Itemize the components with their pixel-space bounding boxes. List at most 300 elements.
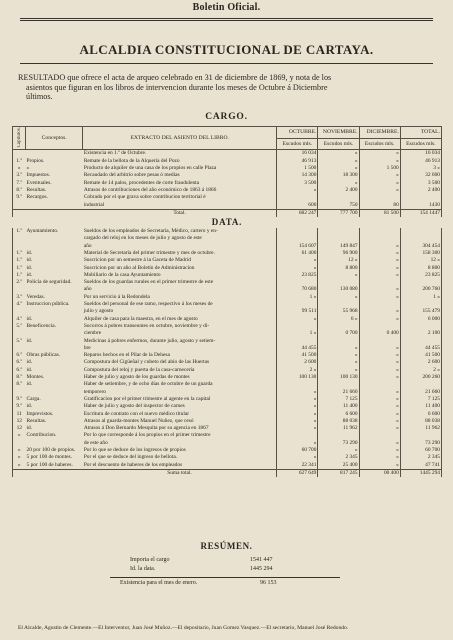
table-row bbox=[13, 243, 442, 250]
cell-capitulo: 5.º bbox=[13, 323, 26, 330]
cell-concepto: id. bbox=[26, 337, 33, 344]
cell-concepto: 5 por 100 de haberes. bbox=[26, 461, 73, 468]
cell-dic: » bbox=[359, 359, 400, 366]
data-title-row bbox=[13, 217, 442, 228]
table-row bbox=[13, 228, 442, 235]
cell-oct: 2 600 bbox=[277, 359, 318, 366]
cell-concepto: id. bbox=[26, 366, 33, 373]
table-row bbox=[13, 250, 442, 257]
cell-concepto: id. bbox=[26, 257, 33, 264]
cell-nov: 130 080 bbox=[318, 286, 359, 293]
cell-dic: » bbox=[359, 308, 400, 315]
cell-concepto: Imprevistos. bbox=[26, 410, 54, 417]
cell-concepto: id. bbox=[26, 425, 33, 432]
cell-oct: » bbox=[277, 440, 318, 447]
cell-oct: » bbox=[277, 403, 318, 410]
cell-nov: 96 900 bbox=[318, 250, 359, 257]
cell-concepto: Carga. bbox=[26, 395, 41, 402]
cell-dic: » bbox=[359, 411, 400, 418]
table-row bbox=[13, 403, 442, 410]
cell-extracto: cargado del reloj en los meses de julio y agosto de este bbox=[83, 235, 277, 242]
table-row bbox=[13, 265, 442, 272]
cell-dic: » bbox=[359, 454, 400, 461]
cell-nov: 18 300 bbox=[318, 172, 359, 179]
cell-extracto: año bbox=[83, 286, 277, 293]
data-total-total: 1445 294 bbox=[400, 469, 441, 477]
cell-dic bbox=[359, 338, 400, 345]
cell-extracto: Mobiliario de la casa Ayuntamiento bbox=[83, 272, 277, 279]
cell-dic: 0 400 bbox=[359, 330, 400, 337]
header-rule-bottom bbox=[20, 20, 433, 21]
cell-nov bbox=[318, 301, 359, 308]
cell-oct: 600 bbox=[277, 202, 318, 210]
table-row bbox=[13, 323, 442, 330]
cell-total: 304 454 bbox=[400, 243, 441, 250]
cell-nov bbox=[318, 323, 359, 330]
cell-total bbox=[400, 301, 441, 308]
cell-concepto: Contribucion. bbox=[26, 432, 57, 439]
header-rule-top bbox=[20, 18, 433, 19]
cell-dic: » bbox=[359, 187, 400, 194]
cell-nov: » bbox=[318, 352, 359, 359]
table-row bbox=[13, 440, 442, 447]
cargo-total-total: 154 1447 bbox=[400, 209, 441, 217]
data-total-dic: 00 400 bbox=[359, 469, 400, 477]
cell-oct: 44 455 bbox=[277, 345, 318, 352]
cell-dic: » bbox=[359, 374, 400, 381]
cell-extracto: Compostura del reloj y puerta de la casa-carnecería bbox=[83, 367, 277, 374]
table-row bbox=[13, 180, 442, 187]
cell-nov: » bbox=[318, 165, 359, 172]
table-row bbox=[13, 279, 442, 286]
cell-capitulo: 4.º bbox=[13, 301, 26, 308]
cell-nov: » bbox=[318, 180, 359, 187]
resumen-data-label: Id. la data. bbox=[130, 566, 156, 572]
table-row bbox=[13, 359, 442, 366]
cell-extracto: Alquiler de casa para la maestra, en el mes de agosto bbox=[83, 316, 277, 323]
cell-extracto: Socorros á pobres transeuntes en octubre, noviembre y di- bbox=[83, 323, 277, 330]
cell-oct: » bbox=[277, 257, 318, 264]
cell-dic: » bbox=[359, 425, 400, 432]
cell-dic: » bbox=[359, 286, 400, 293]
cell-oct: 100 130 bbox=[277, 374, 318, 381]
cell-capitulo: 7.º bbox=[13, 180, 26, 187]
cell-capitulo: 2.º bbox=[13, 279, 26, 286]
cell-oct: » bbox=[277, 265, 318, 272]
cell-dic bbox=[359, 301, 400, 308]
cell-extracto: Por el que se deduce del ingreso de bellota. bbox=[83, 454, 277, 461]
cell-dic: 80 bbox=[359, 202, 400, 210]
table-row bbox=[13, 158, 442, 165]
cell-total bbox=[400, 323, 441, 330]
cell-capitulo: 8.º bbox=[13, 381, 26, 388]
cell-oct: 41 500 bbox=[277, 352, 318, 359]
cell-oct bbox=[277, 235, 318, 242]
intro-line-2: asientos que figuran en los libros de intervencion durante los meses de Octubre á Diciembre bbox=[26, 82, 328, 92]
cell-concepto: Obras públicas. bbox=[26, 352, 61, 359]
cell-concepto bbox=[26, 308, 83, 315]
data-body bbox=[13, 228, 442, 469]
title-rule bbox=[20, 63, 433, 64]
cell-dic: » bbox=[359, 462, 400, 470]
table-row bbox=[13, 381, 442, 388]
cell-nov bbox=[318, 228, 359, 235]
cell-nov bbox=[318, 279, 359, 286]
cell-concepto: id. bbox=[26, 403, 33, 410]
cell-nov: 100 130 bbox=[318, 374, 359, 381]
cell-extracto: Por un servicio á la Redondela bbox=[83, 294, 277, 301]
cell-oct: 22 341 bbox=[277, 462, 318, 470]
cell-oct bbox=[277, 323, 318, 330]
cell-concepto bbox=[26, 202, 83, 210]
cell-extracto: temporero bbox=[83, 389, 277, 396]
cell-oct: » bbox=[277, 418, 318, 425]
cell-total: 8 800 bbox=[400, 265, 441, 272]
cell-oct: » bbox=[277, 411, 318, 418]
cell-oct: 60 700 bbox=[277, 447, 318, 454]
cell-concepto bbox=[26, 345, 83, 352]
resumen-existencia-label: Existencia para el mes de enero. bbox=[120, 580, 198, 586]
cell-extracto: Sueldos de los guardas rurales en el primer trimestre de este bbox=[83, 279, 277, 286]
cell-extracto: Existencia en 1.º de Octubre. bbox=[83, 150, 277, 158]
cell-concepto: Ayuntamiento. bbox=[26, 228, 59, 235]
cell-total: 2 » bbox=[400, 367, 441, 374]
units-oct: Escudos mls. bbox=[277, 138, 318, 150]
cell-total: 1430 bbox=[400, 202, 441, 210]
cargo-total-label: Total. bbox=[83, 209, 277, 217]
cell-total: 88 038 bbox=[400, 418, 441, 425]
cell-oct: 14 300 bbox=[277, 172, 318, 179]
resumen-data bbox=[100, 566, 340, 574]
cargo-total-body bbox=[13, 209, 442, 228]
cell-concepto: id. bbox=[26, 359, 33, 366]
table-row bbox=[13, 462, 442, 470]
cell-total bbox=[400, 432, 441, 439]
cell-dic: » bbox=[359, 418, 400, 425]
cell-total: 41 500 bbox=[400, 352, 441, 359]
cell-capitulo: » bbox=[13, 432, 26, 439]
table-row bbox=[13, 301, 442, 308]
cell-extracto: Suscricion por un año al Boletín de Administracion bbox=[83, 265, 277, 272]
cell-nov: 0 700 bbox=[318, 330, 359, 337]
cell-concepto: Montes. bbox=[26, 374, 45, 381]
cell-nov: » bbox=[318, 447, 359, 454]
cell-total: 2 400 bbox=[400, 187, 441, 194]
cell-dic: » bbox=[359, 180, 400, 187]
cell-concepto: Veredas. bbox=[26, 293, 45, 300]
col-extracto: EXTRACTO DEL ASIENTO DEL LIBRO. bbox=[83, 127, 277, 150]
cell-oct bbox=[277, 432, 318, 439]
cell-nov bbox=[318, 338, 359, 345]
intro-paragraph bbox=[18, 73, 438, 102]
cell-total: 60 700 bbox=[400, 447, 441, 454]
cell-oct: » bbox=[277, 454, 318, 461]
cell-dic bbox=[359, 194, 400, 201]
col-oct: OCTUBRE. bbox=[277, 127, 318, 139]
cell-concepto: Recargos. bbox=[26, 194, 48, 201]
table-row bbox=[13, 425, 442, 432]
cell-nov: 2 400 bbox=[318, 187, 359, 194]
cell-nov bbox=[318, 432, 359, 439]
cargo-total-row bbox=[13, 209, 442, 217]
cargo-title: CARGO. bbox=[205, 112, 248, 122]
data-total-row bbox=[13, 469, 442, 477]
cell-extracto: Suscricion por un semestre á la Gaceta de Madrid bbox=[83, 257, 277, 264]
cell-concepto: id. bbox=[26, 249, 33, 256]
cell-nov: 88 038 bbox=[318, 418, 359, 425]
cell-dic: » bbox=[359, 345, 400, 352]
cell-concepto bbox=[26, 330, 83, 337]
cell-nov: 25 400 bbox=[318, 462, 359, 470]
cell-concepto bbox=[26, 286, 83, 293]
cell-nov: » bbox=[318, 158, 359, 165]
data-total-label: Suma total. bbox=[83, 469, 277, 477]
cell-concepto: Beneficencia. bbox=[26, 322, 57, 329]
cell-extracto: Remate de la bellota de la Alquería del Pozo bbox=[83, 158, 277, 165]
units-total: Escudos mls. bbox=[400, 138, 441, 150]
cell-capitulo: 1.º bbox=[13, 272, 26, 279]
cell-total: 46 913 bbox=[400, 158, 441, 165]
cell-nov: » bbox=[318, 345, 359, 352]
cell-capitulo: 8.º bbox=[13, 374, 26, 381]
cell-total: 11 400 bbox=[400, 403, 441, 410]
cell-extracto: Sueldos del personal de ese ramo, respectivo á los meses de bbox=[83, 301, 277, 308]
cell-capitulo: » bbox=[13, 447, 26, 454]
table-row bbox=[13, 411, 442, 418]
cell-oct: » bbox=[277, 425, 318, 432]
cell-capitulo bbox=[13, 202, 26, 210]
table-row bbox=[13, 454, 442, 461]
cell-capitulo: 3.º bbox=[13, 294, 26, 301]
units-nov: Escudos mls. bbox=[318, 138, 359, 150]
resumen-data-value: 1445 294 bbox=[250, 566, 273, 572]
cell-concepto bbox=[26, 440, 83, 447]
cell-capitulo: 12 bbox=[13, 418, 26, 425]
table-row bbox=[13, 352, 442, 359]
data-total-body bbox=[13, 469, 442, 477]
cell-concepto: Resultas. bbox=[26, 186, 47, 193]
cell-dic: 1 500 bbox=[359, 165, 400, 172]
cell-dic bbox=[359, 323, 400, 330]
accounts-table bbox=[12, 126, 442, 477]
cell-total: 3 500 bbox=[400, 180, 441, 187]
cell-dic: » bbox=[359, 389, 400, 396]
cell-capitulo: 9.º bbox=[13, 396, 26, 403]
cell-capitulo bbox=[13, 150, 26, 158]
cell-total: 1 » bbox=[400, 294, 441, 301]
resumen-rule bbox=[110, 577, 340, 578]
cell-extracto: Gratificacion por el primer trimestre al agente en la capital bbox=[83, 396, 277, 403]
cell-concepto: Impuestos. bbox=[26, 172, 51, 179]
cell-nov: 2 345 bbox=[318, 454, 359, 461]
cell-extracto: Medicinas á pobres enfermos, durante julio, agosto y setiem- bbox=[83, 338, 277, 345]
cell-nov bbox=[318, 194, 359, 201]
cell-capitulo: 5.º bbox=[13, 338, 26, 345]
cell-total: 2 600 bbox=[400, 359, 441, 366]
cell-extracto: industrial bbox=[83, 202, 277, 210]
cell-capitulo bbox=[13, 235, 26, 242]
cell-total: 2 345 bbox=[400, 454, 441, 461]
cell-dic: » bbox=[359, 150, 400, 158]
cell-dic: » bbox=[359, 250, 400, 257]
cell-total: 155 479 bbox=[400, 308, 441, 315]
cell-nov: 6 » bbox=[318, 316, 359, 323]
resumen-title: RESÚMEN. bbox=[200, 541, 253, 551]
cell-extracto: ciembre bbox=[83, 330, 277, 337]
cell-nov: 8 800 bbox=[318, 265, 359, 272]
cell-extracto: de este año bbox=[83, 440, 277, 447]
cell-concepto: 5 por 100 de montes. bbox=[26, 454, 72, 461]
cargo-total-oct: 682 247 bbox=[277, 209, 318, 217]
cell-oct: » bbox=[277, 187, 318, 194]
cell-oct bbox=[277, 228, 318, 235]
cell-extracto: Atrasos de contribuciones del año económico de 1863 á 1866 bbox=[83, 187, 277, 194]
col-capitulos: Capítulos. bbox=[13, 127, 26, 150]
table-row bbox=[13, 396, 442, 403]
cell-nov: 11 962 bbox=[318, 425, 359, 432]
cell-extracto: Haber de setiembre, y de ocho días de octubre de un guarda bbox=[83, 381, 277, 388]
cell-nov: 6 600 bbox=[318, 411, 359, 418]
table-row bbox=[13, 187, 442, 194]
cell-capitulo: 1.º bbox=[13, 257, 26, 264]
cell-concepto: Policía de seguridad. bbox=[26, 279, 72, 286]
table-row bbox=[13, 294, 442, 301]
cell-dic: » bbox=[359, 316, 400, 323]
cell-dic: » bbox=[359, 367, 400, 374]
cell-oct bbox=[277, 338, 318, 345]
cell-oct: 46 913 bbox=[277, 158, 318, 165]
resumen-existencia bbox=[100, 580, 340, 588]
cell-total: 200 760 bbox=[400, 286, 441, 293]
cell-nov: 11 400 bbox=[318, 403, 359, 410]
cell-concepto bbox=[26, 389, 83, 396]
cargo-total-nov: 777 700 bbox=[318, 209, 359, 217]
cell-concepto: Instruccion pública. bbox=[26, 301, 70, 308]
cell-capitulo bbox=[13, 330, 26, 337]
cell-extracto: Recaudado del arbitrio sobre pesas ó medias bbox=[83, 172, 277, 179]
cell-oct: 99 511 bbox=[277, 308, 318, 315]
cell-extracto: Atrasos á Don Bernardo Mesquita por su agencia en 1867 bbox=[83, 425, 277, 432]
table-row bbox=[13, 286, 442, 293]
bulletin-header: Boletin Oficial. bbox=[192, 2, 261, 13]
cell-total: 73 290 bbox=[400, 440, 441, 447]
cell-nov: 12 » bbox=[318, 257, 359, 264]
cell-dic: » bbox=[359, 403, 400, 410]
cell-extracto: Atrasos al guarda-montes Manuel Nuñez, que cesó bbox=[83, 418, 277, 425]
table-row bbox=[13, 374, 442, 381]
table-row bbox=[13, 345, 442, 352]
cell-total: 44 455 bbox=[400, 345, 441, 352]
table-row bbox=[13, 418, 442, 425]
cell-capitulo: » bbox=[13, 165, 26, 172]
cell-oct: 1 » bbox=[277, 330, 318, 337]
table-row bbox=[13, 165, 442, 172]
cell-capitulo bbox=[13, 243, 26, 250]
cell-concepto: Resultas. bbox=[26, 417, 47, 424]
table-row bbox=[13, 272, 442, 279]
cell-total: 47 741 bbox=[400, 462, 441, 470]
cell-total: 6 000 bbox=[400, 316, 441, 323]
cell-extracto: julio y agosto bbox=[83, 308, 277, 315]
cell-capitulo: 8.º bbox=[13, 187, 26, 194]
cell-nov: » bbox=[318, 359, 359, 366]
cell-total bbox=[400, 381, 441, 388]
cell-extracto: Por lo que corresponde á los propios en el primer trimestre bbox=[83, 432, 277, 439]
cell-nov: 21 660 bbox=[318, 389, 359, 396]
table-row bbox=[13, 316, 442, 323]
cell-oct bbox=[277, 381, 318, 388]
col-dic: DICIEMBRE. bbox=[359, 127, 400, 139]
cargo-total-dic: 81 500 bbox=[359, 209, 400, 217]
table-row bbox=[13, 330, 442, 337]
cell-dic: » bbox=[359, 440, 400, 447]
cell-concepto: Eventuales. bbox=[26, 179, 52, 186]
cell-extracto: Producto de alquiler de una casa de los propios en calle Plaza bbox=[83, 165, 277, 172]
cell-nov: » bbox=[318, 150, 359, 158]
cell-concepto: Propios. bbox=[26, 157, 45, 164]
cell-total: 12 » bbox=[400, 257, 441, 264]
cell-oct: 70 680 bbox=[277, 286, 318, 293]
cell-oct bbox=[277, 279, 318, 286]
cell-capitulo: 6.º bbox=[13, 359, 26, 366]
cell-total: 7 125 bbox=[400, 396, 441, 403]
cell-oct: 23 825 bbox=[277, 272, 318, 279]
col-nov: NOVIEMBRE. bbox=[318, 127, 359, 139]
cell-concepto: id. bbox=[26, 315, 33, 322]
table-row bbox=[13, 389, 442, 396]
cell-dic: » bbox=[359, 158, 400, 165]
table-row bbox=[13, 172, 442, 179]
cell-concepto: » bbox=[26, 165, 30, 172]
data-total-oct: 627 649 bbox=[277, 469, 318, 477]
cell-total: 21 660 bbox=[400, 389, 441, 396]
cargo-body bbox=[13, 150, 442, 209]
cell-extracto: Haber de julio y agosto del inspector de carnes bbox=[83, 403, 277, 410]
table-row bbox=[13, 257, 442, 264]
cell-oct: 154 607 bbox=[277, 243, 318, 250]
cell-capitulo: 9.º bbox=[13, 403, 26, 410]
cell-nov: » bbox=[318, 294, 359, 301]
cell-dic: » bbox=[359, 257, 400, 264]
cell-extracto: Material de Secretaría del primer trimestre y mes de octubre. bbox=[83, 250, 277, 257]
table-row bbox=[13, 308, 442, 315]
table-row bbox=[13, 150, 442, 158]
table-row bbox=[13, 367, 442, 374]
cell-dic bbox=[359, 279, 400, 286]
cell-total bbox=[400, 194, 441, 201]
cell-extracto: Escritura de contrato con el nuevo médico titular bbox=[83, 411, 277, 418]
cell-dic: » bbox=[359, 243, 400, 250]
cell-extracto: Compostura del Cigüeñal y cubeto del abío de las Huertas bbox=[83, 359, 277, 366]
cell-nov bbox=[318, 235, 359, 242]
resumen-existencia-value: 96 153 bbox=[260, 580, 277, 586]
cell-total: 11 962 bbox=[400, 425, 441, 432]
cell-oct: 3 500 bbox=[277, 180, 318, 187]
units-dic: Escudos mls. bbox=[359, 138, 400, 150]
intro-line-3: últimos. bbox=[26, 92, 53, 101]
cell-dic: » bbox=[359, 352, 400, 359]
resumen-cargo bbox=[100, 557, 340, 565]
cell-capitulo: » bbox=[13, 454, 26, 461]
cell-oct: 61 400 bbox=[277, 250, 318, 257]
cell-total: 3 » bbox=[400, 165, 441, 172]
cell-nov: » bbox=[318, 272, 359, 279]
cell-dic bbox=[359, 228, 400, 235]
cell-concepto: 20 por 100 de propios. bbox=[26, 447, 76, 453]
cell-capitulo: 1.º bbox=[13, 250, 26, 257]
cell-capitulo: 1.º bbox=[13, 265, 26, 272]
cell-dic: » bbox=[359, 447, 400, 454]
